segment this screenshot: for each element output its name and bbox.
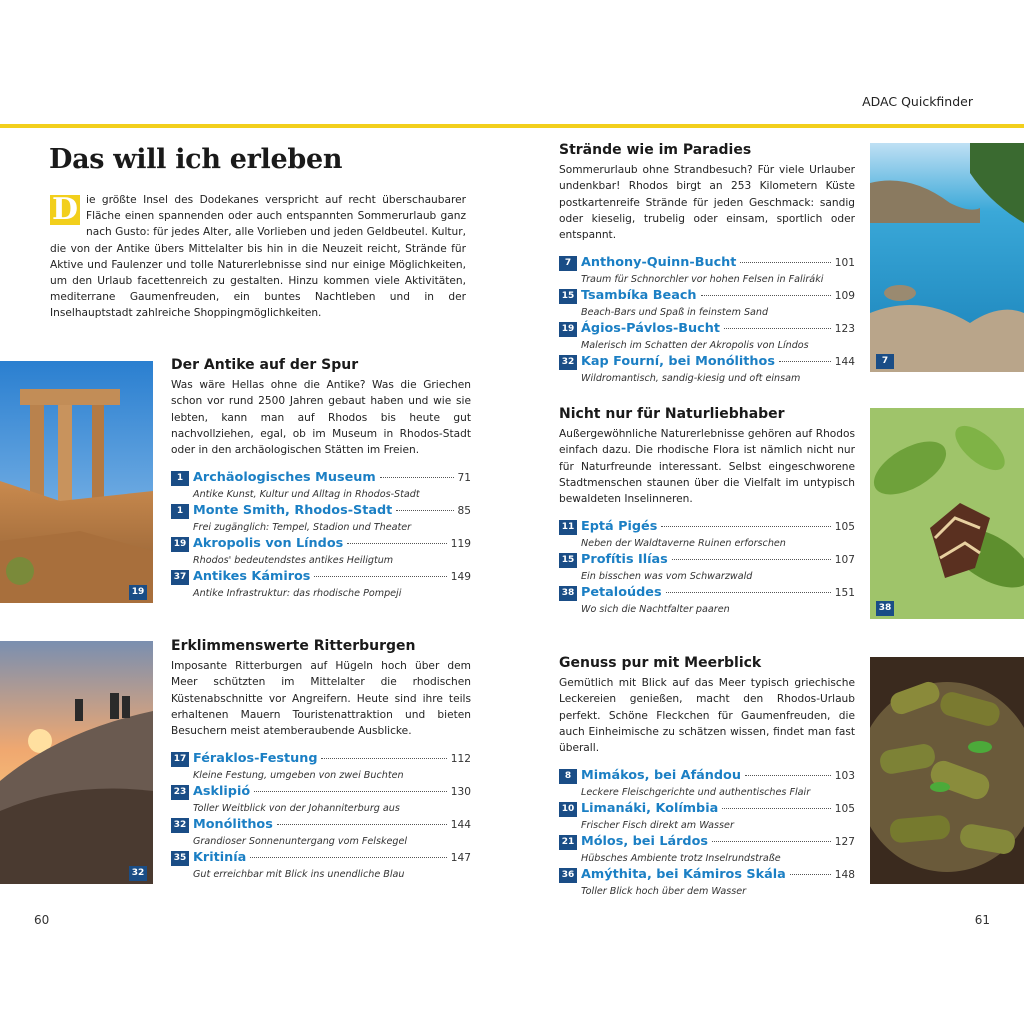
entry-name-link[interactable]: Mimákos, bei Afándou	[581, 768, 741, 784]
entry-number-badge: 23	[171, 785, 189, 800]
entry-number-badge: 11	[559, 520, 577, 535]
entry-row[interactable]	[171, 536, 471, 553]
entry-page: 147	[450, 852, 471, 865]
leader-dots	[666, 592, 831, 593]
photo-badge: 38	[876, 601, 894, 616]
page-number-left: 60	[34, 913, 50, 927]
entry-description: Antike Kunst, Kultur und Alltag in Rhodos-Stadt	[193, 489, 420, 501]
entry-page: 109	[834, 290, 855, 303]
entry-name-link[interactable]: Kap Fourní, bei Monólithos	[581, 354, 775, 370]
header-divider	[0, 124, 1024, 128]
entry-page: 101	[834, 257, 855, 270]
photo-badge: 7	[876, 354, 894, 369]
entry-page: 123	[834, 323, 855, 336]
entry-page: 127	[834, 836, 855, 849]
entry-name-link[interactable]: Tsambíka Beach	[581, 288, 697, 304]
leader-dots	[672, 559, 831, 560]
leader-dots	[712, 841, 831, 842]
entry-description: Beach-Bars und Spaß in feinstem Sand	[581, 307, 769, 319]
entry-name-link[interactable]: Asklipió	[193, 784, 251, 800]
entry-description: Frischer Fisch direkt am Wasser	[581, 820, 734, 832]
entry-name-link[interactable]: Ágios-Pávlos-Bucht	[581, 321, 720, 337]
entry-number-badge: 32	[171, 818, 189, 833]
entry-description: Hübsches Ambiente trotz Inselrundstraße	[581, 853, 781, 865]
section-antike	[171, 357, 471, 602]
entry-number-badge: 7	[559, 256, 577, 271]
entry-page: 105	[834, 521, 855, 534]
entry-page: 148	[834, 869, 855, 882]
entry-row[interactable]	[171, 817, 471, 834]
entry-row[interactable]	[559, 519, 855, 536]
entry-name-link[interactable]: Petaloúdes	[581, 585, 662, 601]
entry-description: Frei zugänglich: Tempel, Stadion und Theater	[193, 522, 412, 534]
entry-number-badge: 19	[171, 537, 189, 552]
entry-number-badge: 8	[559, 769, 577, 784]
leader-dots	[396, 510, 453, 511]
entry-number-badge: 21	[559, 835, 577, 850]
section-title: Der Antike auf der Spur	[171, 357, 359, 373]
entry-list	[171, 470, 471, 602]
leader-dots	[250, 857, 447, 858]
entry-description: Wo sich die Nachtfalter paaren	[581, 604, 730, 616]
leader-dots	[254, 791, 447, 792]
leader-dots	[347, 543, 447, 544]
section-title: Genuss pur mit Meerblick	[559, 655, 762, 671]
intro-paragraph	[50, 192, 466, 322]
entry-row[interactable]	[559, 552, 855, 569]
photo-badge: 32	[129, 866, 147, 881]
entry-page: 71	[457, 472, 471, 485]
section-ritterburgen	[171, 638, 471, 883]
photo-dolmades	[870, 657, 1024, 884]
leader-dots	[790, 874, 831, 875]
entry-description: Grandioser Sonnenuntergang vom Felskegel	[193, 836, 408, 848]
entry-number-badge: 10	[559, 802, 577, 817]
entry-page: 105	[834, 803, 855, 816]
section-straende	[559, 142, 855, 387]
entry-name-link[interactable]: Anthony-Quinn-Bucht	[581, 255, 737, 271]
entry-name-link[interactable]: Antikes Kámiros	[193, 569, 311, 585]
entry-row[interactable]	[171, 569, 471, 586]
entry-description: Antike Infrastruktur: das rhodische Pompeji	[193, 588, 402, 600]
entry-name-link[interactable]: Archäologisches Museum	[193, 470, 376, 486]
photo-castle-sunset	[0, 641, 153, 884]
entry-page: 103	[834, 770, 855, 783]
entry-page: 119	[450, 538, 471, 551]
entry-number-badge: 1	[171, 471, 189, 486]
entry-page: 144	[450, 819, 471, 832]
entry-row[interactable]	[171, 751, 471, 768]
entry-description: Toller Blick hoch über dem Wasser	[581, 886, 747, 898]
entry-description: Traum für Schnorchler vor hohen Felsen in Faliráki	[581, 274, 824, 286]
leader-dots	[779, 361, 831, 362]
entry-number-badge: 38	[559, 586, 577, 601]
section-title: Strände wie im Paradies	[559, 142, 752, 158]
entry-number-badge: 17	[171, 752, 189, 767]
entry-row[interactable]	[559, 288, 855, 305]
entry-page: 112	[450, 753, 471, 766]
section-title: Nicht nur für Naturliebhaber	[559, 406, 785, 422]
entry-list	[171, 751, 471, 883]
entry-page: 107	[834, 554, 855, 567]
entry-name-link[interactable]: Féraklos-Festung	[193, 751, 318, 767]
leader-dots	[701, 295, 831, 296]
entry-row[interactable]	[171, 470, 471, 487]
entry-name-link[interactable]: Monólithos	[193, 817, 273, 833]
entry-name-link[interactable]: Limanáki, Kolímbia	[581, 801, 719, 817]
photo-badge: 19	[129, 585, 147, 600]
intro-text: ie größte Insel des Dodekanes verspricht auf recht überschaubarer Fläche einen spannenden oder auch entspannten Sommerurlaub ganz nach Gusto: für jedes Alter, alle Vorlieben und jeden Geldbeutel. Kultur, die von der Antike übers Mittelalter bis hin in die Neuzeit reicht, Strände für Aktive und Faulenzer und tolle Naturerlebnisse sind nur einige Möglichkeiten, um den Urlaub facettenreich zu gestalten. Hinzu kommen viele Aktivitäten, mediterrane Gaumenfreuden, ein buntes Nachtleben und in der Inselhauptstadt zahlreiche Shoppingmöglichkeiten.	[50, 194, 466, 320]
entry-row[interactable]	[171, 850, 471, 867]
leader-dots	[380, 477, 454, 478]
entry-row[interactable]	[559, 768, 855, 785]
leader-dots	[314, 576, 446, 577]
entry-name-link[interactable]: Akropolis von Líndos	[193, 536, 344, 552]
entry-name-link[interactable]: Monte Smith, Rhodos-Stadt	[193, 503, 393, 519]
entry-page: 149	[450, 571, 471, 584]
entry-description: Wildromantisch, sandig-kiesig und oft einsam	[581, 373, 801, 385]
entry-description: Neben der Waldtaverne Ruinen erforschen	[581, 538, 786, 550]
entry-number-badge: 19	[559, 322, 577, 337]
header-title: ADAC Quickfinder	[862, 94, 973, 109]
entry-name-link[interactable]: Kritinía	[193, 850, 247, 866]
entry-page: 130	[450, 786, 471, 799]
entry-name-link[interactable]: Profítis Ilías	[581, 552, 668, 568]
leader-dots	[277, 824, 447, 825]
entry-name-link[interactable]: Mólos, bei Lárdos	[581, 834, 708, 850]
entry-description: Rhodos' bedeutendstes antikes Heiligtum	[193, 555, 394, 567]
section-text: Gemütlich mit Blick auf das Meer typisch griechische Leckereien genießen, macht den Rhodos-Urlaub perfekt. Schöne Fleckchen für Gaumenfreuden, die auch Einheimische zu schätzen wissen, findet man fast überall.	[559, 677, 855, 755]
entry-name-link[interactable]: Eptá Pigés	[581, 519, 658, 535]
section-text: Außergewöhnliche Naturerlebnisse gehören auf Rhodos einfach dazu. Die rhodische Flora ist nämlich nicht nur für Naturfreunde interessant. Selbst eingeschworene Stadtmenschen staunen über die Vielfalt im untypisch bewaldeten Inselinneren.	[559, 428, 855, 506]
photo-lindos-temple	[0, 361, 153, 603]
photo-butterfly	[870, 408, 1024, 619]
leader-dots	[661, 526, 830, 527]
leader-dots	[722, 808, 831, 809]
leader-dots	[321, 758, 446, 759]
entry-list	[559, 519, 855, 618]
entry-row[interactable]	[559, 867, 855, 884]
entry-row[interactable]	[559, 801, 855, 818]
entry-row[interactable]	[559, 834, 855, 851]
entry-row[interactable]	[559, 354, 855, 371]
entry-page: 85	[457, 505, 471, 518]
photo-beach	[870, 143, 1024, 372]
entry-list	[559, 768, 855, 900]
leader-dots	[724, 328, 831, 329]
section-text: Imposante Ritterburgen auf Hügeln hoch über dem Meer schützten im Mittelalter die rhodischen Küstenabschnitte vor Angreifern. Heute sind ihre teils erhaltenen Mauern Touristenattraktion und bieten Besuchern meist atemberaubende Ausblicke.	[171, 660, 471, 738]
entry-list	[559, 255, 855, 387]
entry-row[interactable]	[559, 321, 855, 338]
entry-number-badge: 15	[559, 289, 577, 304]
drop-cap: D	[51, 192, 78, 227]
entry-row[interactable]	[171, 503, 471, 520]
section-title: Erklimmenswerte Ritterburgen	[171, 638, 416, 654]
leader-dots	[740, 262, 830, 263]
leader-dots	[745, 775, 831, 776]
entry-description: Ein bisschen was vom Schwarzwald	[581, 571, 753, 583]
entry-description: Leckere Fleischgerichte und authentisches Flair	[581, 787, 811, 799]
entry-row[interactable]	[559, 585, 855, 602]
entry-description: Gut erreichbar mit Blick ins unendliche Blau	[193, 869, 405, 881]
entry-number-badge: 32	[559, 355, 577, 370]
entry-number-badge: 15	[559, 553, 577, 568]
page-title: Das will ich erleben	[49, 144, 343, 175]
entry-number-badge: 36	[559, 868, 577, 883]
section-genuss	[559, 655, 855, 900]
section-text: Sommerurlaub ohne Strandbesuch? Für viele Urlauber undenkbar! Rhodos birgt an 253 Kilometern Küste postkartenreife Strände für jeden Geschmack: sandig oder kieselig, trubelig oder einsam, sportlich oder entspannt.	[559, 164, 855, 242]
section-natur	[559, 406, 855, 618]
entry-number-badge: 1	[171, 504, 189, 519]
entry-name-link[interactable]: Amýthita, bei Kámiros Skála	[581, 867, 786, 883]
entry-page: 144	[834, 356, 855, 369]
section-text: Was wäre Hellas ohne die Antike? Was die Griechen schon vor rund 2500 Jahren gebaut haben und wie sie lebten, kann man auf Rhodos bis heute gut nachvollziehen, egal, ob im Museum in Rhodos-Stadt oder in den archäologischen Stätten im Freien.	[171, 379, 471, 457]
entry-description: Kleine Festung, umgeben von zwei Buchten	[193, 770, 404, 782]
entry-row[interactable]	[171, 784, 471, 801]
entry-number-badge: 35	[171, 851, 189, 866]
page-number-right: 61	[974, 913, 990, 927]
entry-description: Malerisch im Schatten der Akropolis von Líndos	[581, 340, 809, 352]
entry-row[interactable]	[559, 255, 855, 272]
entry-page: 151	[834, 587, 855, 600]
entry-description: Toller Weitblick von der Johanniterburg aus	[193, 803, 400, 815]
entry-number-badge: 37	[171, 570, 189, 585]
